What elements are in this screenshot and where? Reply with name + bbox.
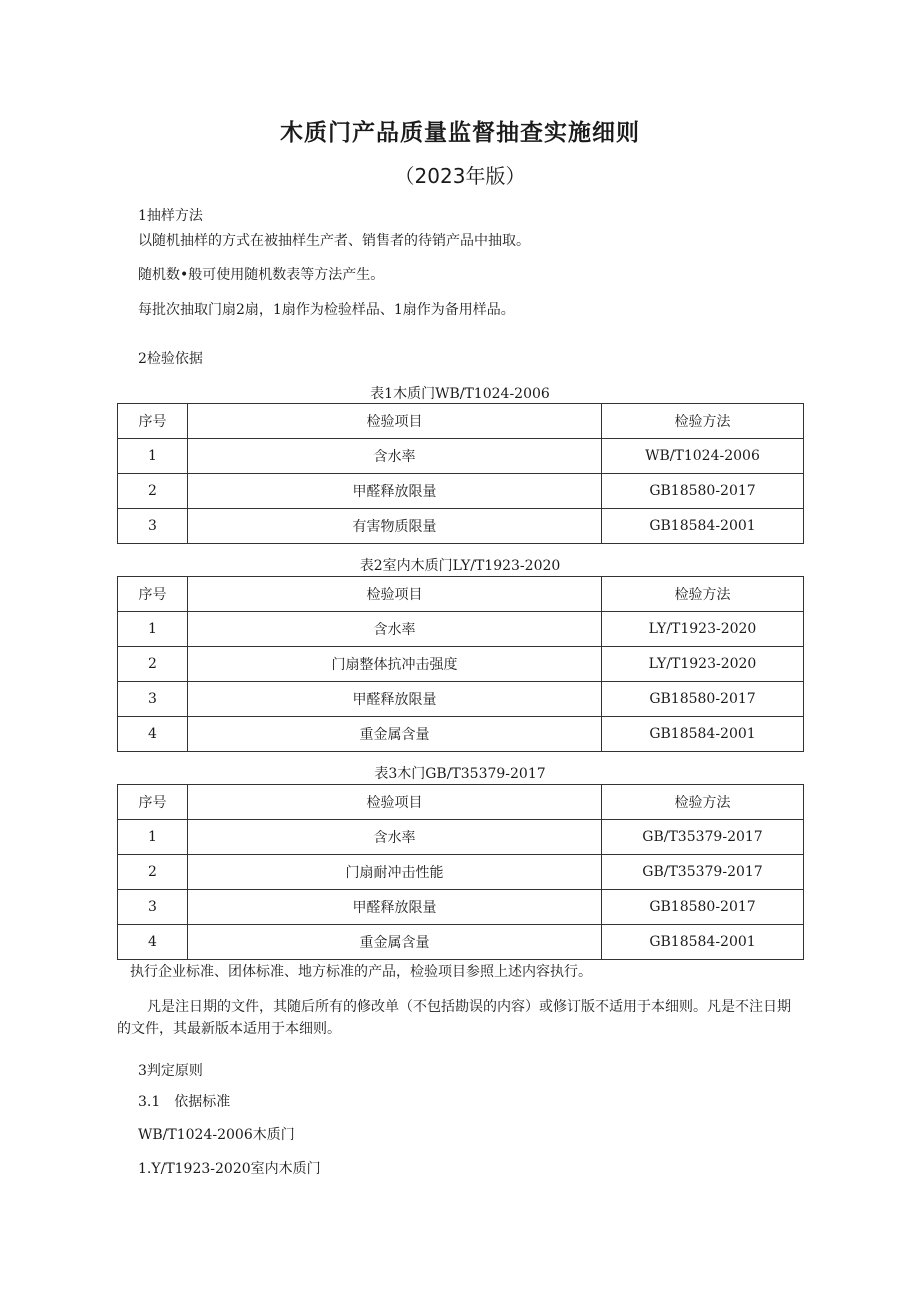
- table-3-caption: 表3木门GB/T35379-2017: [374, 766, 546, 782]
- table-cell-index: 2: [118, 855, 188, 890]
- table-cell-method: LY/T1923-2020: [602, 612, 804, 647]
- section-3-heading: 3判定原则: [138, 1063, 203, 1079]
- column-header-method: 检验方法: [602, 785, 804, 820]
- section-2-paragraph: 凡是注日期的文件，其随后所有的修改单（不包括勘误的内容）或修订版不适用于本细则。凡是不注日期的文件，其最新版本适用于本细则。: [117, 999, 791, 1037]
- table-cell-method: WB/T1024-2006: [602, 439, 804, 474]
- table-row: [118, 474, 804, 509]
- table-row: [118, 925, 804, 960]
- section-1-heading: 1抽样方法: [138, 208, 203, 224]
- table-cell-method: GB/T35379-2017: [602, 820, 804, 855]
- table-cell-index: 3: [118, 509, 188, 544]
- table-cell-index: 1: [118, 439, 188, 474]
- table-row: [118, 647, 804, 682]
- table-cell-method: LY/T1923-2020: [602, 647, 804, 682]
- table-1: [117, 403, 804, 544]
- table-cell-item: 有害物质限量: [188, 509, 602, 544]
- table-cell-item: 含水率: [188, 612, 602, 647]
- table-header-row: [118, 404, 804, 439]
- table-row: [118, 509, 804, 544]
- table-cell-item: 门扇整体抗冲击强度: [188, 647, 602, 682]
- column-header-item: 检验项目: [188, 404, 602, 439]
- section-1-line-2: 随机数•般可使用随机数表等方法产生。: [138, 267, 385, 283]
- column-header-item: 检验项目: [188, 785, 602, 820]
- table-cell-method: GB18584-2001: [602, 925, 804, 960]
- section-3-line-1: WB/T1024-2006木质门: [138, 1127, 295, 1143]
- section-3-line-2: 1.Y/T1923-2020室内木质门: [138, 1161, 321, 1177]
- table-cell-item: 门扇耐冲击性能: [188, 855, 602, 890]
- table-cell-method: GB18584-2001: [602, 717, 804, 752]
- table-cell-index: 4: [118, 925, 188, 960]
- table-cell-method: GB18580-2017: [602, 474, 804, 509]
- section-2-heading: 2检验依据: [138, 351, 203, 367]
- section-3-1-heading: 3.1 依据标准: [138, 1094, 231, 1110]
- section-2-note: 执行企业标准、团体标准、地方标准的产品，检验项目参照上述内容执行。: [130, 964, 592, 980]
- column-header-index: 序号: [118, 785, 188, 820]
- table-cell-item: 含水率: [188, 820, 602, 855]
- table-3: [117, 784, 804, 960]
- table-cell-index: 1: [118, 820, 188, 855]
- section-1-line-3: 每批次抽取门扇2扇，1扇作为检验样品、1扇作为备用样品。: [138, 302, 515, 318]
- table-2: [117, 576, 804, 752]
- table-row: [118, 682, 804, 717]
- column-header-method: 检验方法: [602, 404, 804, 439]
- table-2-caption: 表2室内木质门LY/T1923-2020: [359, 558, 561, 574]
- table-row: [118, 890, 804, 925]
- document-title: 木质门产品质量监督抽查实施细则: [280, 120, 640, 146]
- table-cell-method: GB18584-2001: [602, 509, 804, 544]
- column-header-index: 序号: [118, 577, 188, 612]
- table-cell-item: 重金属含量: [188, 717, 602, 752]
- column-header-item: 检验项目: [188, 577, 602, 612]
- table-row: [118, 439, 804, 474]
- table-row: [118, 717, 804, 752]
- section-1-line-1: 以随机抽样的方式在被抽样生产者、销售者的待销产品中抽取。: [138, 233, 530, 249]
- table-header-row: [118, 785, 804, 820]
- table-cell-item: 重金属含量: [188, 925, 602, 960]
- table-cell-index: 4: [118, 717, 188, 752]
- table-cell-method: GB18580-2017: [602, 682, 804, 717]
- table-cell-index: 2: [118, 474, 188, 509]
- column-header-index: 序号: [118, 404, 188, 439]
- table-cell-item: 甲醛释放限量: [188, 682, 602, 717]
- table-row: [118, 855, 804, 890]
- document-subtitle: （2023年版）: [394, 164, 526, 188]
- table-cell-index: 3: [118, 890, 188, 925]
- table-row: [118, 820, 804, 855]
- table-cell-index: 2: [118, 647, 188, 682]
- table-cell-item: 甲醛释放限量: [188, 474, 602, 509]
- table-row: [118, 612, 804, 647]
- table-cell-method: GB18580-2017: [602, 890, 804, 925]
- table-header-row: [118, 577, 804, 612]
- table-cell-item: 甲醛释放限量: [188, 890, 602, 925]
- table-cell-index: 3: [118, 682, 188, 717]
- table-cell-item: 含水率: [188, 439, 602, 474]
- table-cell-index: 1: [118, 612, 188, 647]
- table-1-caption: 表1木质门WB/T1024-2006: [370, 386, 550, 402]
- table-cell-method: GB/T35379-2017: [602, 855, 804, 890]
- column-header-method: 检验方法: [602, 577, 804, 612]
